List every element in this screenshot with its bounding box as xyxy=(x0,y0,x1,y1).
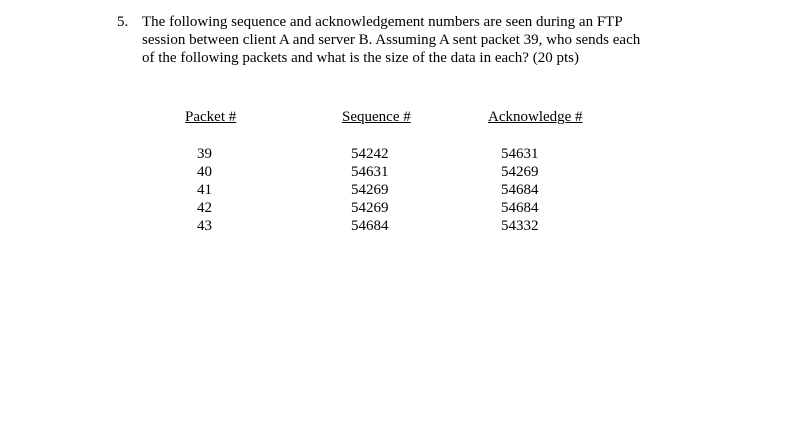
packet-cell: 42 xyxy=(197,200,212,216)
sequence-cell: 54631 xyxy=(351,164,389,180)
packet-cell: 41 xyxy=(197,182,212,198)
question-text xyxy=(142,13,742,67)
packet-cell: 39 xyxy=(197,146,212,162)
packet-cell: 40 xyxy=(197,164,212,180)
sequence-cell: 54242 xyxy=(351,146,389,162)
packet-values xyxy=(185,145,236,235)
packet-column xyxy=(185,108,236,235)
acknowledge-cell: 54684 xyxy=(501,200,539,216)
question-line: of the following packets and what is the size of the data in each? (20 pts) xyxy=(142,50,579,66)
sequence-column xyxy=(342,108,411,235)
packet-cell: 43 xyxy=(197,218,212,234)
question-line: The following sequence and acknowledgement numbers are seen during an FTP xyxy=(142,14,623,30)
acknowledge-cell: 54631 xyxy=(501,146,539,162)
question-number: 5. xyxy=(117,14,129,30)
sequence-cell: 54269 xyxy=(351,182,389,198)
sequence-values xyxy=(342,145,411,235)
acknowledge-cell: 54684 xyxy=(501,182,539,198)
sequence-cell: 54684 xyxy=(351,218,389,234)
acknowledge-header: Acknowledge # xyxy=(488,109,583,125)
sequence-cell: 54269 xyxy=(351,200,389,216)
packet-header: Packet # xyxy=(185,109,237,125)
question-line: session between client A and server B. Assuming A sent packet 39, who sends each xyxy=(142,32,641,48)
acknowledge-cell: 54269 xyxy=(501,164,539,180)
acknowledge-values xyxy=(488,145,583,235)
acknowledge-column xyxy=(488,108,583,235)
acknowledge-cell: 54332 xyxy=(501,218,539,234)
sequence-header: Sequence # xyxy=(342,109,411,125)
